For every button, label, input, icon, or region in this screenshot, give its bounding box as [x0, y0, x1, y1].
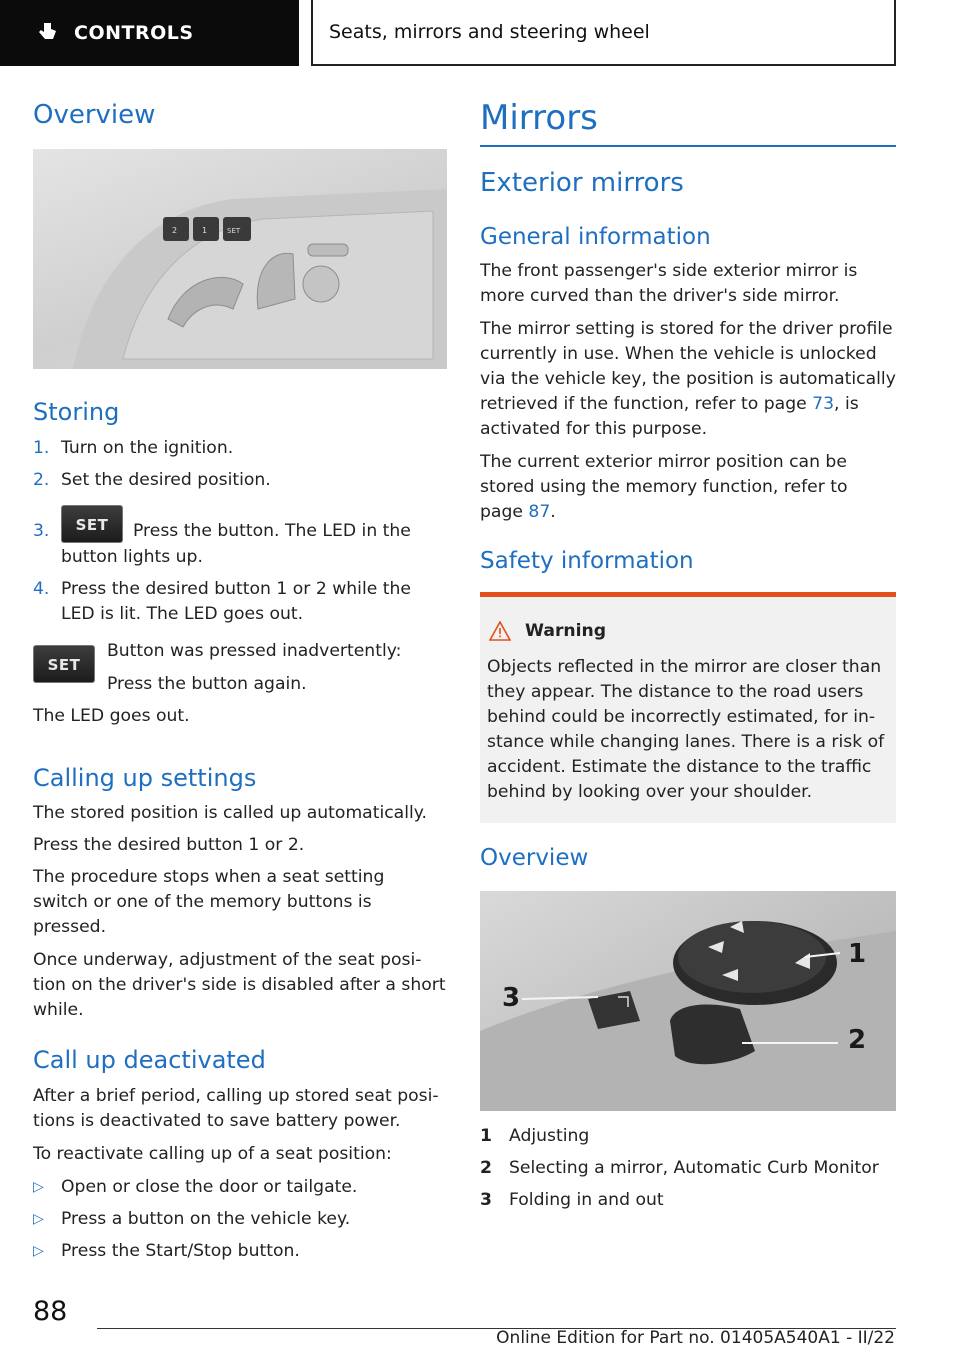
- step-number: 1.: [33, 438, 50, 458]
- mirror-controls-illustration: [480, 891, 896, 1111]
- legend-key: 1: [480, 1126, 492, 1146]
- exterior-mirrors-heading: Exterior mirrors: [480, 168, 684, 198]
- seat-panel-illustration: [33, 149, 447, 369]
- warning-box: [480, 592, 896, 823]
- press-again-text: Press the button again.: [107, 674, 307, 694]
- legend-item-3: [480, 1188, 896, 1213]
- overview-heading-left: Overview: [33, 100, 156, 130]
- page-87-link[interactable]: 87: [528, 502, 551, 522]
- overview-heading-right: Overview: [480, 845, 589, 871]
- deactivated-paragraph-1: After a brief period, calling up stored seat positions is deactivated to save battery power.: [33, 1086, 439, 1131]
- warning-text: Objects reflected in the mirror are closer than they appear. The distance to the road users behind could be incorrectly estimated, for instance while changing lanes. There is a risk of accident. Estimate the distance to the traffic behind by looking over your shoulder.: [487, 657, 885, 802]
- calling-paragraph-2: Press the desired button 1 or 2.: [33, 835, 305, 855]
- edition-text: Online Edition for Part no. 01405A540A1 - II/22: [496, 1328, 895, 1348]
- bullet-text: Press a button on the vehicle key.: [61, 1209, 351, 1229]
- step-number: 2.: [33, 470, 50, 490]
- safety-heading: Safety information: [480, 548, 694, 574]
- calling-paragraph-1: The stored position is called up automatically.: [33, 803, 427, 823]
- bullet-1: [33, 1175, 447, 1200]
- step-text: Turn on the ignition.: [61, 438, 234, 458]
- legend-key: 2: [480, 1158, 492, 1178]
- page-73-link[interactable]: 73: [812, 394, 835, 414]
- bullet-text: Open or close the door or tailgate.: [61, 1177, 358, 1197]
- calling-paragraph-3: The procedure stops when a seat setting switch or one of the memory buttons is pressed.: [33, 867, 385, 937]
- steering-controls-icon: [36, 21, 60, 45]
- step-3-text-line1: Press the button. The LED in the: [133, 521, 411, 541]
- general-paragraph-3-end: .: [550, 502, 556, 522]
- deactivated-paragraph-2: To reactivate calling up of a seat position:: [33, 1144, 392, 1164]
- callout-3: 3: [502, 983, 521, 1013]
- deactivated-heading: Call up deactivated: [33, 1046, 266, 1074]
- step-text: Set the desired position.: [61, 470, 271, 490]
- legend-text: Folding in and out: [509, 1190, 664, 1210]
- bullet-marker-icon: ▷: [33, 1243, 44, 1259]
- step-text: Press the desired button 1 or 2 while the LED is lit. The LED goes out.: [61, 579, 411, 624]
- step-3-text-line2: button lights up.: [61, 547, 203, 567]
- general-paragraph-1: The front passenger's side exterior mirror is more curved than the driver's side mirror.: [480, 261, 858, 306]
- heading-rule: [480, 145, 896, 147]
- general-paragraph-2: [480, 317, 896, 442]
- legend-item-2: [480, 1156, 896, 1181]
- legend-text: Selecting a mirror, Automatic Curb Monitor: [509, 1158, 879, 1178]
- section-label: CONTROLS: [74, 22, 194, 44]
- general-paragraph-2-end: , is activated for this purpose.: [480, 394, 859, 439]
- step-number: 3.: [33, 521, 50, 541]
- general-info-heading: General information: [480, 224, 711, 250]
- set-button-icon: SET: [61, 505, 123, 543]
- calling-paragraph-4: Once underway, adjustment of the seat position on the driver's side is disabled after a short while.: [33, 950, 446, 1020]
- bullet-text: Press the Start/Stop button.: [61, 1241, 300, 1261]
- legend-item-1: [480, 1124, 896, 1149]
- led-out-text: The LED goes out.: [33, 706, 190, 726]
- warning-title: Warning: [525, 621, 607, 641]
- step-4: [33, 577, 447, 629]
- general-paragraph-3: [480, 450, 870, 525]
- inadvertent-text: Button was pressed inadvertently:: [107, 641, 402, 661]
- warning-triangle-icon: [489, 621, 511, 641]
- callout-1: 1: [848, 939, 867, 969]
- bullet-marker-icon: ▷: [33, 1179, 44, 1195]
- chapter-tab: [311, 0, 896, 66]
- legend-key: 3: [480, 1190, 492, 1210]
- page-number: 88: [33, 1296, 68, 1327]
- step-3: [33, 505, 447, 565]
- bullet-3: [33, 1239, 447, 1264]
- svg-text:SET: SET: [227, 227, 241, 235]
- svg-text:2: 2: [172, 226, 178, 235]
- calling-heading: Calling up settings: [33, 764, 257, 792]
- set-button-icon-2: SET: [33, 645, 95, 683]
- bullet-2: [33, 1207, 447, 1232]
- step-number: 4.: [33, 579, 50, 599]
- svg-text:1: 1: [202, 226, 208, 235]
- chapter-label: Seats, mirrors and steering wheel: [329, 21, 650, 43]
- seat-memory-buttons-image: [33, 149, 447, 369]
- callout-2: 2: [848, 1025, 867, 1055]
- mirror-controls-image: [480, 891, 896, 1111]
- legend-text: Adjusting: [509, 1126, 590, 1146]
- storing-heading: Storing: [33, 398, 120, 426]
- step-1: [33, 436, 447, 461]
- bullet-marker-icon: ▷: [33, 1211, 44, 1227]
- general-paragraph-2-text: The mirror setting is stored for the driver profile currently in use. When the vehicle is unlocked via the vehicle key, the position is automatically retrieved if the function, refer to page: [480, 319, 896, 414]
- general-paragraph-3-text: The current exterior mirror position can be stored using the memory function, refer to page: [480, 452, 848, 522]
- section-tab: [0, 0, 299, 66]
- step-2: [33, 468, 447, 493]
- mirrors-heading: Mirrors: [480, 98, 598, 138]
